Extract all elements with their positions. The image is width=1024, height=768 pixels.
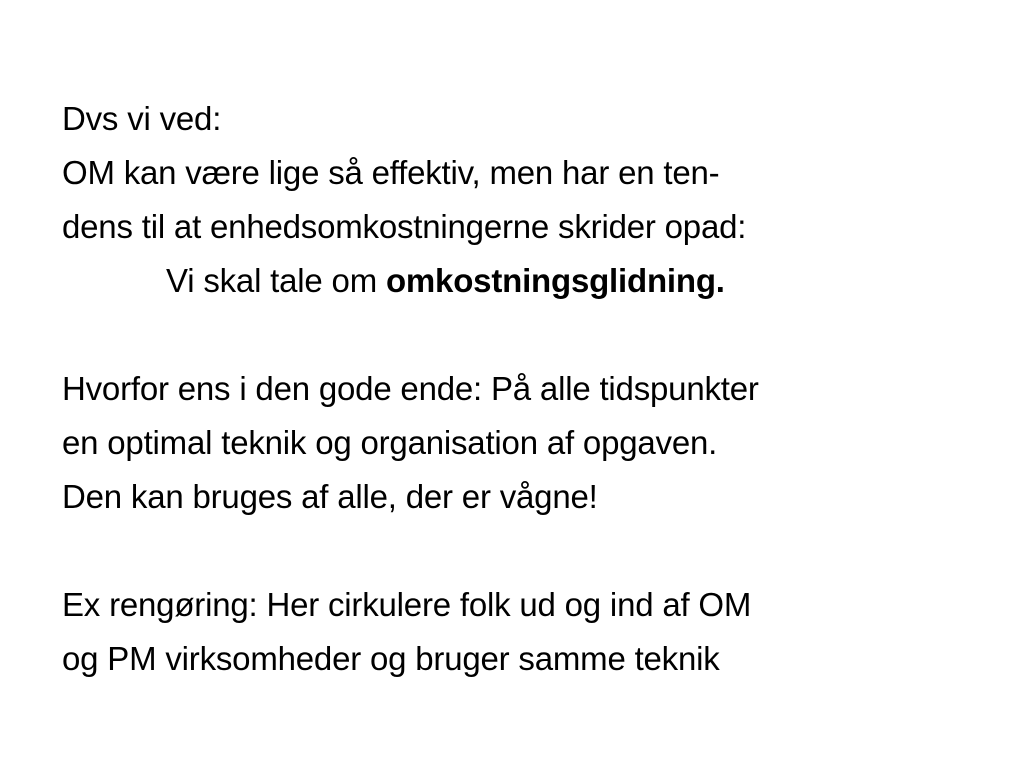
paragraph3-line2: og PM virksomheder og bruger samme teknik	[62, 640, 720, 677]
paragraph1-line1: Dvs vi ved:	[62, 100, 222, 137]
paragraph-spacer	[62, 524, 982, 578]
paragraph1-line4-prefix: Vi skal tale om	[166, 262, 386, 299]
paragraph2-line2: en optimal teknik og organisation af opgaven.	[62, 424, 718, 461]
paragraph2-line3: Den kan bruges af alle, der er vågne!	[62, 478, 598, 515]
paragraph-spacer	[62, 308, 982, 362]
paragraph1-line2: OM kan være lige så effektiv, men har en ten-	[62, 154, 720, 191]
paragraph2-line1: Hvorfor ens i den gode ende: På alle tidspunkter	[62, 370, 759, 407]
paragraph1-line4-bold-term: omkostningsglidning.	[385, 262, 725, 299]
paragraph1-line3: dens til at enhedsomkostningerne skrider opad:	[62, 208, 747, 245]
slide-text-body	[62, 92, 982, 686]
paragraph1-line4	[62, 254, 982, 308]
paragraph3-line1: Ex rengøring: Her cirkulere folk ud og ind af OM	[62, 586, 752, 623]
